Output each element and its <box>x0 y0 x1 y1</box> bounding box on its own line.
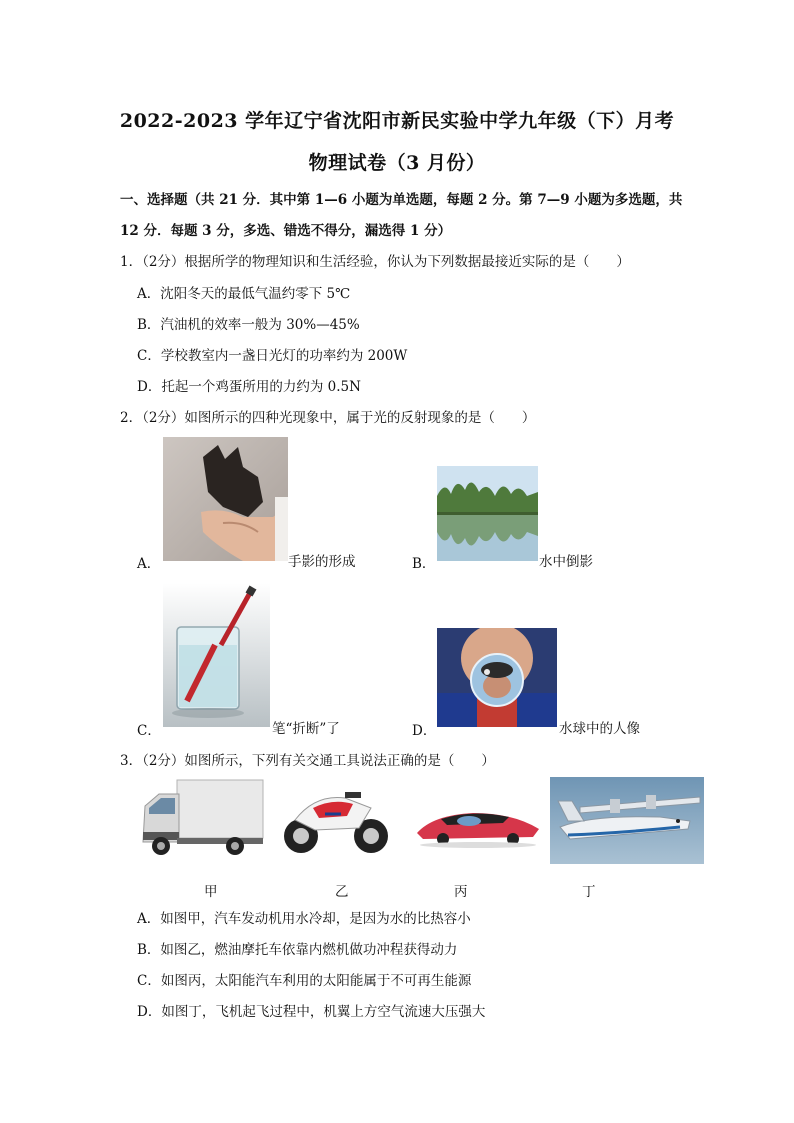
water-ball-portrait-photo <box>437 628 557 727</box>
q2-option-b-caption: 水中倒影 <box>539 554 593 570</box>
title-line-2: 物理试卷（3 月份） <box>308 152 486 174</box>
q1-stem: 1．（2分）根据所学的物理知识和生活经验，你认为下列数据最接近实际的是（ ） <box>120 254 630 270</box>
q3-option-a: A．如图甲，汽车发动机用水冷却，是因为水的比热容小 <box>137 911 471 927</box>
q3-option-b: B．如图乙，燃油摩托车依靠内燃机做功冲程获得动力 <box>137 942 458 958</box>
q3-option-c: C．如图丙，太阳能汽车利用的太阳能属于不可再生能源 <box>137 973 472 989</box>
title-line-1: 2022-2023 学年辽宁省沈阳市新民实验中学九年级（下）月考 <box>119 110 675 132</box>
q1-option-d: D．托起一个鸡蛋所用的力约为 0.5N <box>137 379 361 395</box>
q2-option-a-caption: 手影的形成 <box>288 554 356 570</box>
hand-shadow-photo <box>163 437 288 561</box>
solar-car-image <box>413 801 543 851</box>
section-heading-line-1: 一、选择题（共 21 分．其中第 1—6 小题为单选题，每题 2 分。第 7—9 小题为多选题，共 <box>120 192 683 208</box>
motorcycle-image <box>275 784 398 857</box>
q3-label-ding: 丁 <box>582 884 596 900</box>
q2-option-c-caption: 笔“折断”了 <box>272 721 340 737</box>
seaplane-image <box>550 777 704 864</box>
q2-option-d-caption: 水球中的人像 <box>559 721 640 737</box>
pencil-in-glass-photo <box>163 583 270 727</box>
mountain-reflection-photo <box>437 466 538 561</box>
q2-option-d-letter: D． <box>412 723 437 739</box>
q3-option-d: D．如图丁，飞机起飞过程中，机翼上方空气流速大压强大 <box>137 1004 486 1020</box>
q2-stem: 2．（2分）如图所示的四种光现象中，属于光的反射现象的是（ ） <box>120 410 536 426</box>
q2-option-c-letter: C． <box>137 723 161 739</box>
q3-label-jia: 甲 <box>204 884 218 900</box>
truck-image <box>139 776 266 860</box>
q1-option-b: B．汽油机的效率一般为 30%—45% <box>137 317 360 333</box>
q3-label-yi: 乙 <box>335 884 349 900</box>
q2-option-a-letter: A． <box>137 556 161 572</box>
section-heading-line-2: 12 分．每题 3 分，多选、错选不得分，漏选得 1 分） <box>120 223 452 239</box>
q3-label-bing: 丙 <box>454 884 468 900</box>
q2-option-b-letter: B． <box>412 556 436 572</box>
q1-option-c: C．学校教室内一盏日光灯的功率约为 200W <box>137 348 408 364</box>
q3-stem: 3．（2分）如图所示，下列有关交通工具说法正确的是（ ） <box>120 753 495 769</box>
q1-option-a: A．沈阳冬天的最低气温约零下 5℃ <box>137 286 351 302</box>
